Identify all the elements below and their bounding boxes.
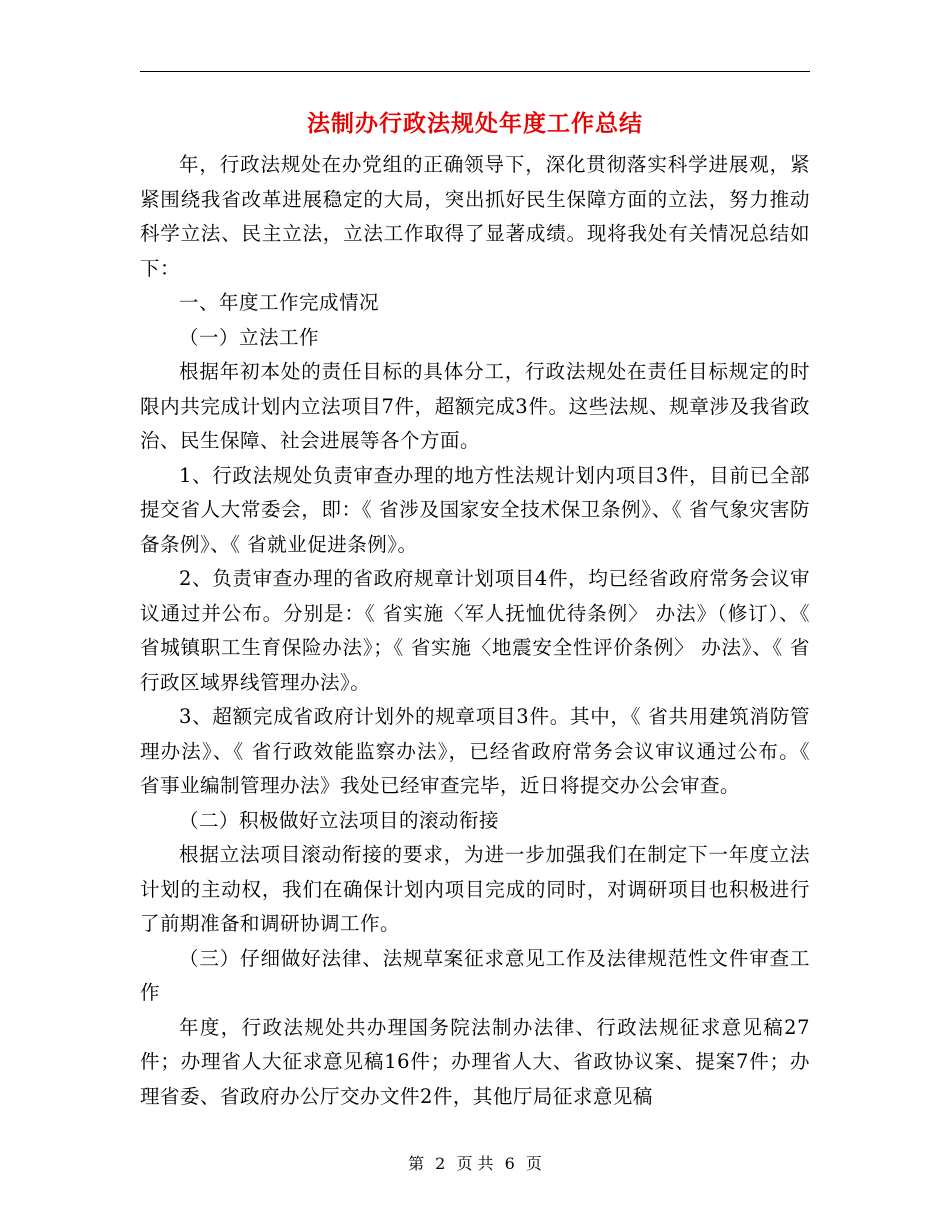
paragraph-item-3: 3、超额完成省政府计划外的规章项目3件。其中，《 省共用建筑消防管理办法》、《 省行政效能监察办法》，已经省政府常务会议审议通过公布。《 省事业编制管理办法》我处已经审查完毕，近日将提交办公会审查。 — [140, 705, 810, 797]
paragraph-rolling-projects: 根据立法项目滚动衔接的要求，为进一步加强我们在制定下一年度立法计划的主动权，我们在确保计划内项目完成的同时，对调研项目也积极进行了前期准备和调研协调工作。 — [140, 843, 810, 935]
heading-section-1: 一、年度工作完成情况 — [179, 291, 380, 314]
heading-subsection-1: （一）立法工作 — [179, 325, 320, 349]
document-title: 法制办行政法规处年度工作总结 — [307, 110, 643, 137]
header-rule — [140, 71, 810, 72]
paragraph-item-2: 2、负责审查办理的省政府规章计划项目4件，均已经省政府常务会议审议通过并公布。分别是：《 省实施〈军人抚恤优待条例〉 办法》（修订）、《 省城镇职工生育保险办法》；《 省实施〈地震安全性评价条例〉 办法》、《 省行政区域界线管理办法》。 — [140, 567, 810, 694]
footer-page-number: 2 — [435, 1154, 446, 1173]
paragraph-intro: 年，行政法规处在办党组的正确领导下，深化贯彻落实科学进展观，紧紧围绕我省改革进展稳定的大局，突出抓好民生保障方面的立法，努力推动科学立法、民主立法，立法工作取得了显著成绩。现将我处有关情况总结如下： — [140, 153, 810, 280]
paragraph-review-work: 年度，行政法规处共办理国务院法制办法律、行政法规征求意见稿27件；办理省人大征求意见稿16件；办理省人大、省政协议案、提案7件；办理省委、省政府办公厅交办文件2件，其他厅局征求意见稿 — [140, 1015, 810, 1108]
document-body — [140, 148, 810, 1114]
page-footer — [0, 1152, 950, 1176]
heading-subsection-2: （二）积极做好立法项目的滚动衔接 — [179, 808, 500, 832]
footer-suffix: 页 — [525, 1154, 542, 1173]
heading-subsection-3: （三）仔细做好法律、法规草案征求意见工作及法律规范性文件审查工作 — [140, 946, 810, 1004]
paragraph-item-1: 1、行政法规处负责审查办理的地方性法规计划内项目3件，目前已全部提交省人大常委会，即：《 省涉及国家安全技术保卫条例》、《 省气象灾害防备条例》、《 省就业促进条例》。 — [140, 463, 810, 556]
footer-total-pages: 6 — [504, 1154, 515, 1173]
paragraph-legislation-summary: 根据年初本处的责任目标的具体分工，行政法规处在责任目标规定的时限内共完成计划内立法项目7件，超额完成3件。这些法规、规章涉及我省政治、民生保障、社会进展等各个方面。 — [140, 360, 810, 452]
footer-prefix: 第 — [408, 1154, 425, 1173]
footer-middle: 页 共 — [456, 1154, 494, 1173]
